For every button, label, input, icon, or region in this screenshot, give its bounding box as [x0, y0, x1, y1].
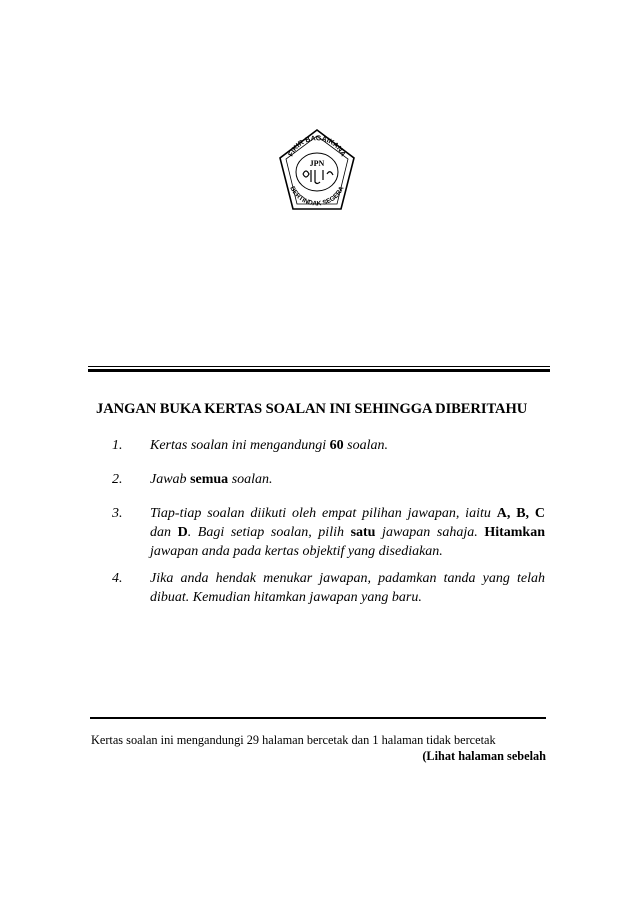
instruction-fragment: Kertas soalan ini mengandungi — [150, 438, 330, 453]
instruction-fragment: jawapan sahaja. — [375, 525, 485, 540]
logo-top-text: FIKIR BAGAIKANA — [287, 135, 347, 158]
logo-center-text: JPN — [309, 159, 325, 168]
instruction-fragment: dan — [150, 525, 178, 540]
instruction-text — [150, 569, 545, 607]
ministry-logo — [277, 128, 357, 214]
svg-text:FIKIR BAGAIKANA — [288, 135, 347, 158]
emphasis-text: 60 — [329, 438, 344, 453]
instruction-text — [150, 436, 545, 455]
instruction-fragment: Jika anda hendak menukar jawapan, padamkan tanda yang telah dibuat. Kemudian hitamkan jawapan yang baru. — [150, 571, 545, 605]
next-page-note: (Lihat halaman sebelah — [422, 749, 546, 763]
instruction-text — [150, 470, 545, 489]
instruction-fragment: soalan. — [228, 472, 273, 487]
emphasis-text: semua — [190, 472, 229, 487]
instruction-fragment: Jawab — [150, 472, 191, 487]
logo-bottom-text: BERTINDAK SEGERA — [288, 185, 346, 208]
instruction-number: 4. — [112, 571, 123, 586]
instruction-fragment: Tiap-tiap soalan diikuti oleh empat pilihan jawapan, iaitu — [150, 506, 497, 521]
bottom-rule — [90, 717, 546, 719]
emphasis-text: Hitamkan — [484, 525, 545, 540]
instruction-number: 2. — [112, 472, 123, 487]
top-rule — [88, 366, 550, 372]
instruction-number: 3. — [112, 506, 123, 521]
instruction-fragment: . Bagi setiap soalan, pilih — [187, 525, 351, 540]
emphasis-text: satu — [350, 525, 376, 540]
instruction-text — [150, 504, 545, 561]
instruction-fragment: jawapan anda pada kertas objektif yang disediakan. — [150, 544, 443, 559]
warning-heading: JANGAN BUKA KERTAS SOALAN INI SEHINGGA DIBERITAHU — [96, 401, 528, 417]
instruction-fragment: soalan. — [343, 438, 389, 453]
instruction-number: 1. — [112, 438, 123, 453]
page-count-note: Kertas soalan ini mengandungi 29 halaman bercetak dan 1 halaman tidak bercetak — [91, 733, 496, 747]
emphasis-text: D — [177, 525, 188, 540]
emphasis-text: A, B, C — [496, 506, 545, 521]
